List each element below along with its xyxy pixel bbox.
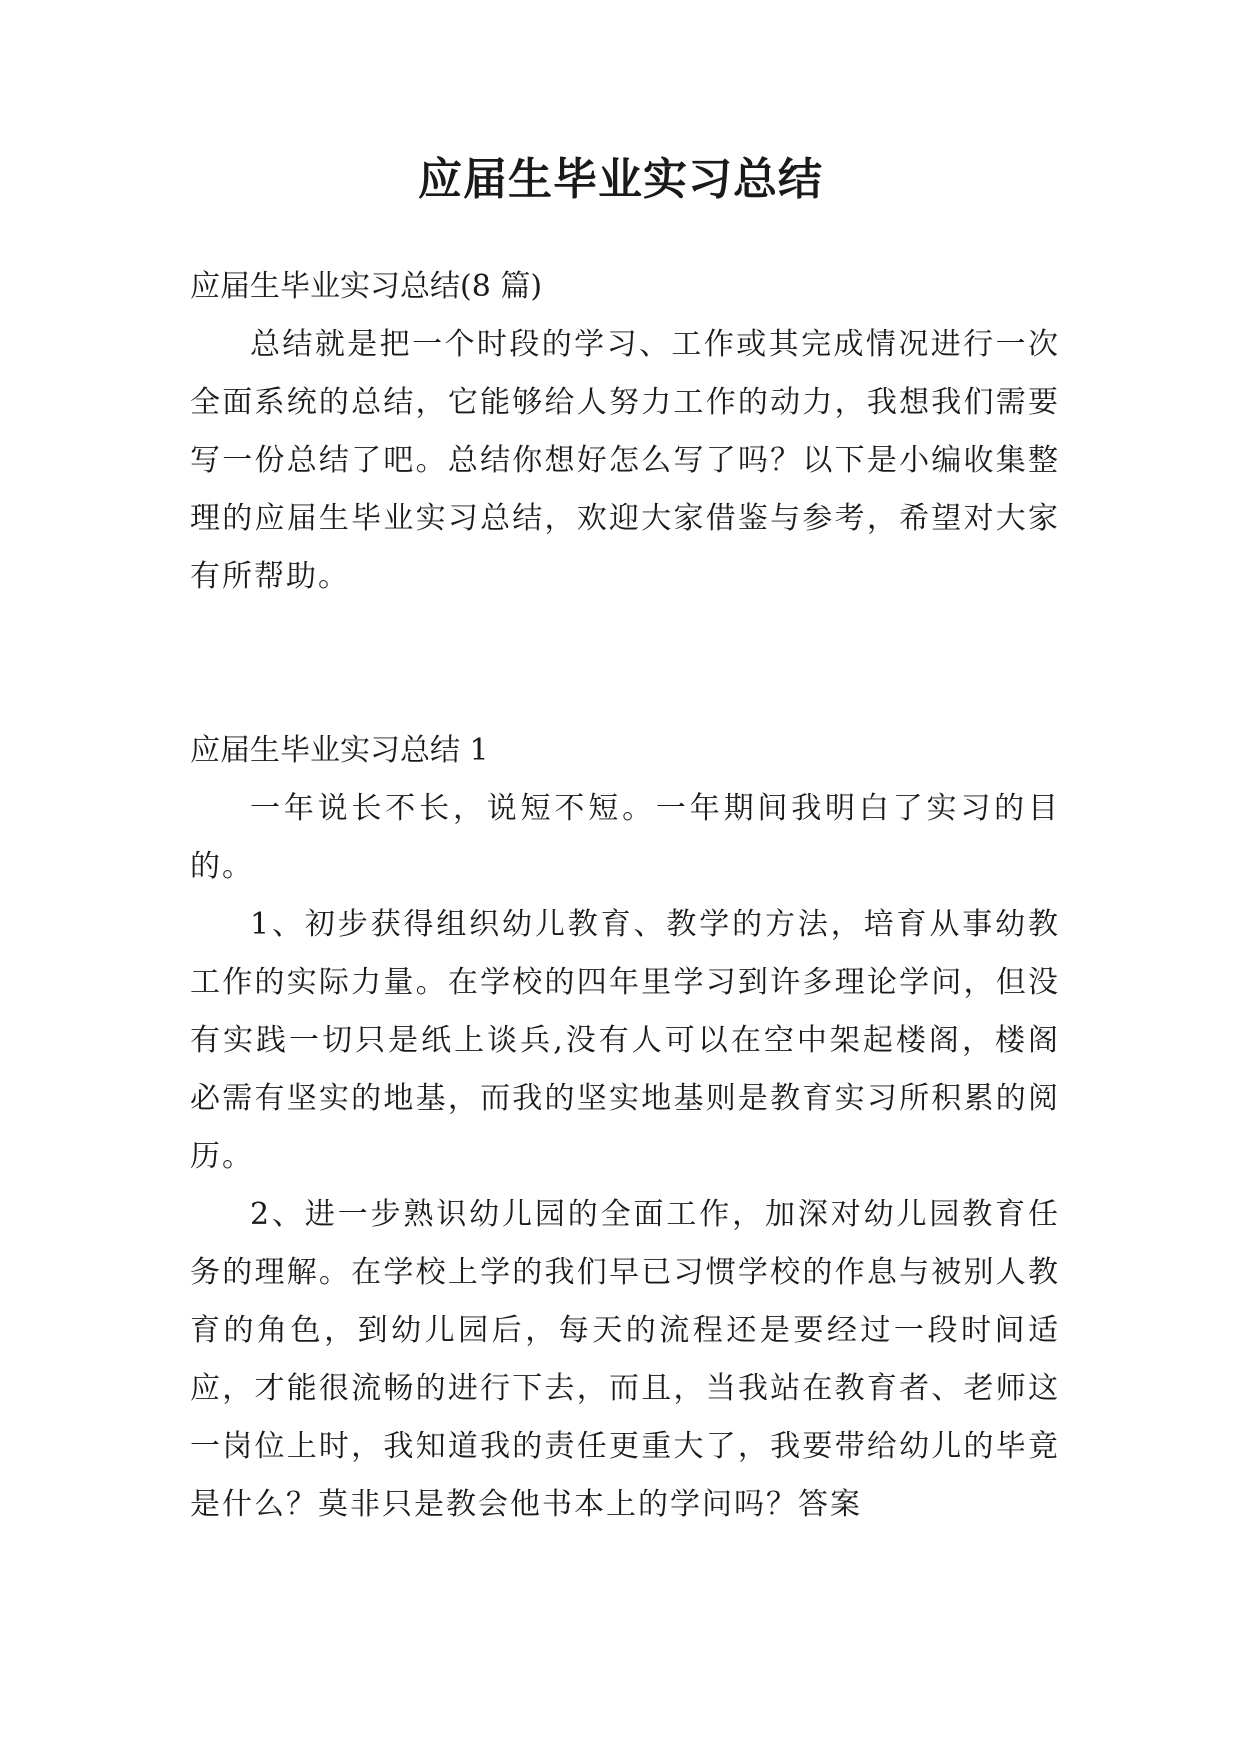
section1-paragraph: 一年说长不长，说短不短。一年期间我明白了实习的目的。 <box>190 791 1060 884</box>
section1-paragraph: 2、进一步熟识幼儿园的全面工作，加深对幼儿园教育任务的理解。在学校上学的我们早已习惯学校的作息与被别人教育的角色，到幼儿园后，每天的流程还是要经过一段时间适应，才能很流畅的进行下去，而且，当我站在教育者、老师这一岗位上时，我知道我的责任更重大了，我要带给幼儿的毕竟是什么？莫非只是教会他书本上的学问吗？答案 <box>190 1197 1060 1522</box>
document-body <box>190 258 1060 1534</box>
section1-heading: 应届生毕业实习总结 1 <box>190 733 489 768</box>
section1-paragraph: 1、初步获得组织幼儿教育、教学的方法，培育从事幼教工作的实际力量。在学校的四年里学习到许多理论学问，但没有实践一切只是纸上谈兵,没有人可以在空中架起楼阁，楼阁必需有坚实的地基，而我的坚实地基则是教育实习所积累的阅历。 <box>190 907 1060 1174</box>
section-spacer <box>190 606 1060 722</box>
intro-paragraph: 总结就是把一个时段的学习、工作或其完成情况进行一次全面系统的总结，它能够给人努力工作的动力，我想我们需要写一份总结了吧。总结你想好怎么写了吗？以下是小编收集整理的应届生毕业实习总结，欢迎大家借鉴与参考，希望对大家有所帮助。 <box>190 327 1060 594</box>
document-title: 应届生毕业实习总结 <box>418 154 823 205</box>
intro-heading: 应届生毕业实习总结(8 篇) <box>190 269 543 304</box>
